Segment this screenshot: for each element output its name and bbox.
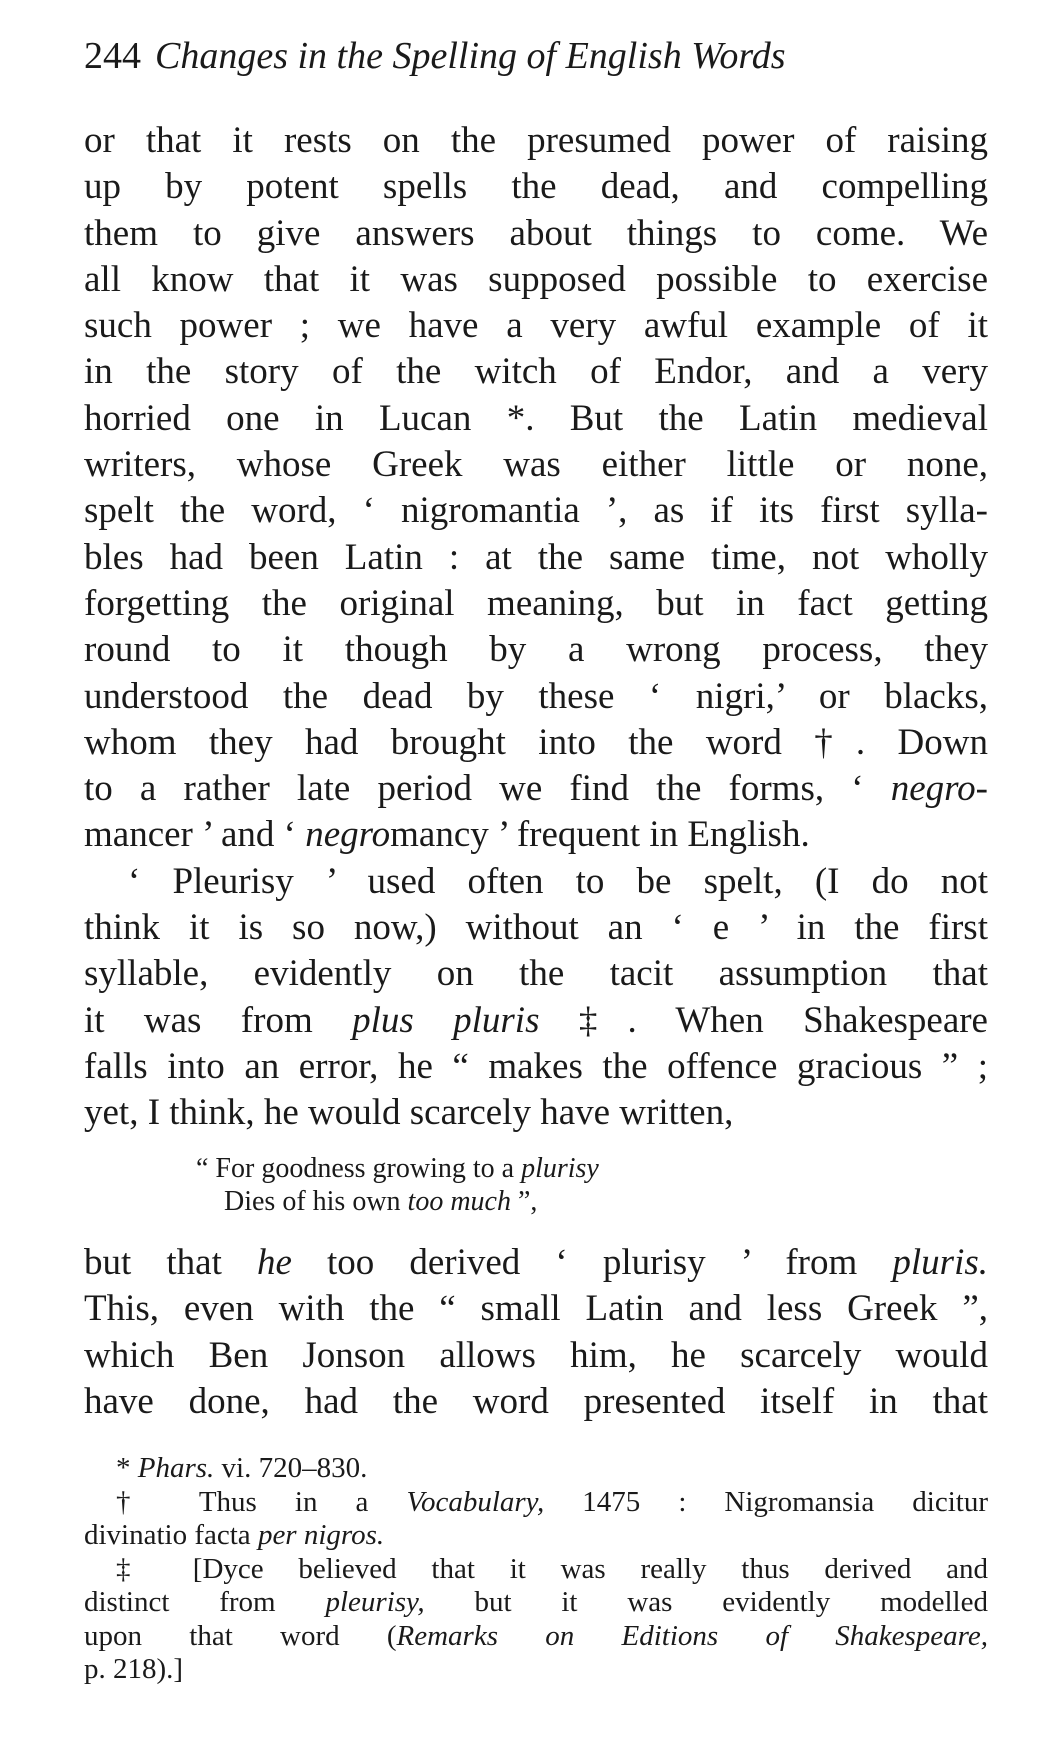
body-text (84, 118, 988, 1137)
text-run: - (975, 768, 988, 810)
body-text-continued (84, 1240, 988, 1425)
italic-run: plus pluris (352, 999, 540, 1041)
italic-run: too much (407, 1186, 511, 1217)
text-line: yet, I think, he would scarcely have written, (84, 1092, 734, 1134)
text-line: all know that it was supposed possible to exercise (84, 258, 988, 300)
italic-run: negro (890, 768, 976, 810)
italic-run: Vocabulary, (406, 1485, 545, 1518)
running-header (84, 32, 984, 80)
text-run: it was from (84, 999, 353, 1041)
text-line: round to it though by a wrong process, they (84, 629, 988, 671)
text-line: which Ben Jonson allows him, he scarcely would (84, 1334, 988, 1376)
text-line: have done, had the word presented itself in that (84, 1380, 988, 1422)
footnote-line (84, 1452, 988, 1486)
block-quote (196, 1152, 599, 1218)
text-line: forgetting the original meaning, but in fact getting (84, 582, 988, 624)
text-run: ”, (510, 1186, 538, 1217)
text-line: up by potent spells the dead, and compelling (84, 166, 988, 208)
text-line: think it is so now,) without an ‘ e ’ in the first (84, 907, 988, 949)
running-title: Changes in the Spelling of English Words (155, 35, 786, 77)
quote-line (196, 1185, 599, 1218)
text-run: but it was evidently modelled (424, 1586, 988, 1618)
text-line (84, 998, 988, 1044)
text-line: understood the dead by these ‘ nigri,’ or blacks, (84, 675, 988, 717)
text-line: in the story of the witch of Endor, and a very (84, 351, 988, 393)
text-run: vi. 720–830. (214, 1452, 368, 1484)
footnotes (84, 1452, 988, 1687)
footnote-line (84, 1620, 988, 1654)
text-run: mancer ’ and ‘ (84, 814, 306, 856)
text-run: distinct from (84, 1586, 326, 1618)
italic-run: negro (305, 814, 391, 856)
text-line: falls into an error, he “ makes the offence gracious ” ; (84, 1045, 988, 1087)
text-run: mancy ’ frequent in English. (390, 814, 810, 856)
footnote-line: ‡ [Dyce believed that it was really thus derived and (116, 1552, 988, 1585)
quote-line (196, 1152, 599, 1185)
footnote-line: p. 218).] (84, 1653, 184, 1685)
text-line (84, 766, 988, 812)
italic-run: pluris. (892, 1242, 988, 1283)
text-line: them to give answers about things to come. We (84, 212, 988, 254)
text-line (84, 812, 988, 858)
text-line: syllable, evidently on the tacit assumption that (84, 953, 988, 995)
text-run: * (116, 1452, 138, 1484)
text-run: ‡. When Shakespeare (539, 999, 988, 1041)
text-run: but that (84, 1242, 257, 1283)
text-run: to a rather late period we find the forms, ‘ (84, 768, 891, 810)
italic-run: per nigros. (257, 1519, 385, 1551)
text-run: “ For goodness growing to a (196, 1153, 522, 1184)
text-run: too derived ‘ plurisy ’ from (291, 1242, 893, 1283)
text-line: horried one in Lucan *. But the Latin medieval (84, 397, 988, 439)
page-number: 244 (84, 35, 141, 77)
italic-run: he (256, 1242, 292, 1283)
text-line: writers, whose Greek was either little or none, (84, 444, 988, 486)
paragraph-start-line: ‘ Pleurisy ’ used often to be spelt, (I do not (128, 860, 988, 902)
text-line: whom they had brought into the word †. Down (84, 721, 988, 763)
text-line: or that it rests on the presumed power of raising (84, 120, 988, 161)
text-run: Dies of his own (224, 1186, 408, 1217)
italic-run: Remarks on Editions of Shakespeare, (396, 1619, 988, 1652)
text-run: † Thus in a (116, 1485, 407, 1518)
text-line: spelt the word, ‘ nigromantia ’, as if its first sylla- (84, 490, 988, 532)
text-run: 1475 : Nigromansia dicitur (544, 1485, 988, 1518)
footnote-line (84, 1586, 988, 1620)
text-line: bles had been Latin : at the same time, not wholly (84, 536, 988, 578)
italic-run: plurisy (521, 1153, 599, 1184)
text-run: upon that word ( (84, 1619, 397, 1652)
text-line: such power ; we have a very awful example of it (84, 305, 988, 347)
italic-run: pleurisy, (325, 1586, 425, 1618)
text-line (84, 1240, 988, 1286)
text-run: divinatio facta (84, 1519, 258, 1551)
italic-run: Phars. (137, 1452, 215, 1484)
footnote-line (84, 1486, 988, 1520)
footnote-line (84, 1519, 988, 1553)
text-line: This, even with the “ small Latin and less Greek ”, (84, 1288, 988, 1330)
